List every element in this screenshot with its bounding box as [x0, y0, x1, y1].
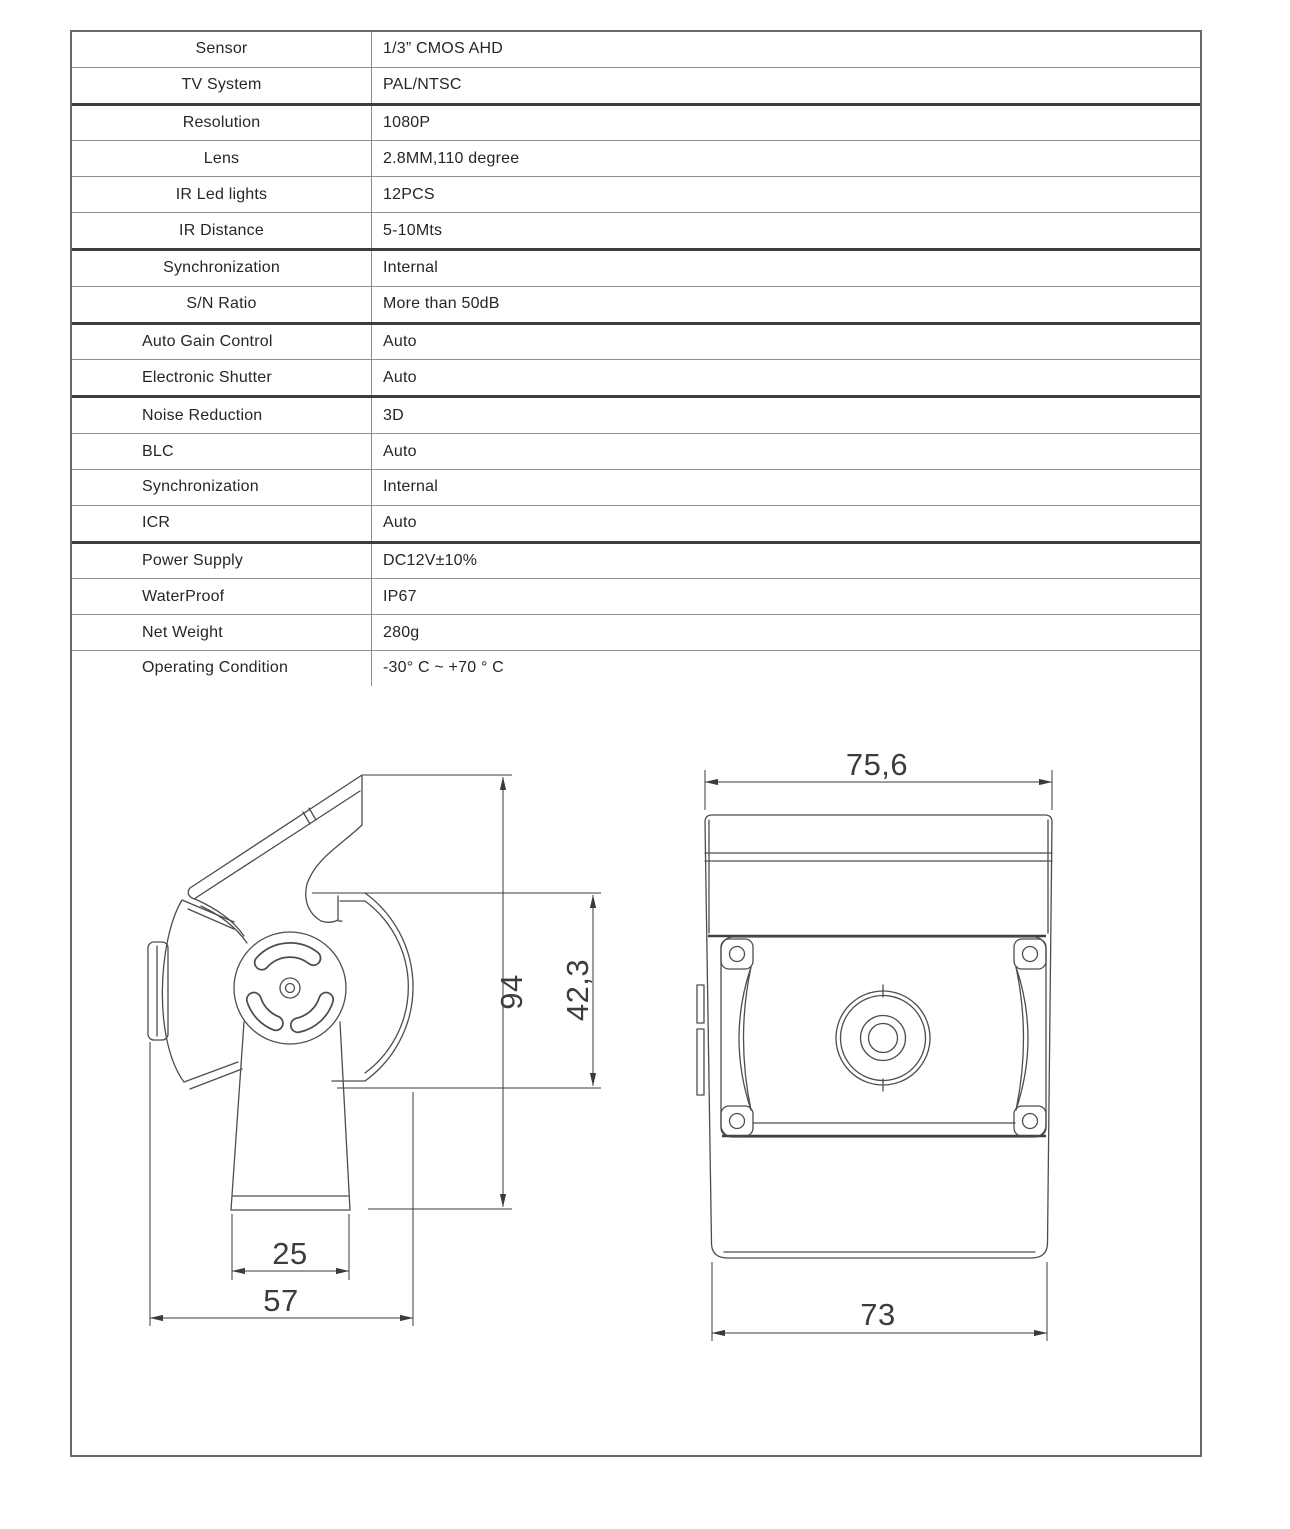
spec-label: Synchronization — [72, 470, 372, 505]
spec-sheet — [70, 30, 1202, 1457]
spec-row — [72, 469, 1200, 505]
spec-value: Auto — [383, 442, 417, 460]
spec-label: ICR — [72, 506, 372, 541]
spec-row — [72, 578, 1200, 614]
spec-label: IR Distance — [72, 213, 372, 248]
spec-label: IR Led lights — [72, 177, 372, 212]
spec-row — [72, 505, 1200, 541]
spec-label: Resolution — [72, 106, 372, 141]
spec-label: Power Supply — [72, 544, 372, 579]
technical-drawings — [72, 686, 1200, 1455]
spec-value: 2.8MM,110 degree — [383, 149, 520, 167]
spec-row — [72, 614, 1200, 650]
spec-value: Auto — [383, 333, 417, 351]
spec-label: Lens — [72, 141, 372, 176]
dim-side-body-height: 42,3 — [560, 958, 595, 1022]
spec-row — [72, 322, 1200, 360]
spec-value: PAL/NTSC — [383, 76, 462, 94]
spec-label: Electronic Shutter — [72, 360, 372, 395]
spec-row — [72, 433, 1200, 469]
camera-side-view — [148, 775, 601, 1326]
spec-label: Net Weight — [72, 615, 372, 650]
dim-front-top-width: 75,6 — [845, 747, 909, 782]
spec-value: IP67 — [383, 587, 417, 605]
spec-row — [72, 212, 1200, 248]
spec-row — [72, 32, 1200, 67]
spec-value: DC12V±10% — [383, 552, 478, 569]
spec-label: Auto Gain Control — [72, 325, 372, 360]
spec-row — [72, 67, 1200, 103]
screw-hole — [730, 947, 745, 962]
spec-row — [72, 395, 1200, 433]
spec-label: Operating Condition — [72, 651, 372, 686]
spec-label: Sensor — [72, 32, 372, 67]
spec-value: Internal — [383, 478, 438, 496]
camera-front-view — [697, 747, 1052, 1341]
spec-row — [72, 359, 1200, 395]
spec-row — [72, 176, 1200, 212]
dim-side-total-height: 94 — [494, 974, 529, 1010]
spec-value: 12PCS — [383, 185, 435, 203]
spec-table — [72, 32, 1200, 686]
spec-value: -30° C ~ +70 ° C — [383, 659, 504, 677]
screw-hole — [730, 1114, 745, 1129]
spec-value: Auto — [383, 368, 417, 386]
screw-hole — [1023, 1114, 1038, 1129]
dim-side-stem-width: 25 — [272, 1236, 308, 1271]
faceplate — [721, 937, 1046, 1137]
spec-label: Noise Reduction — [72, 398, 372, 433]
camera-body-outline — [705, 815, 1052, 1258]
spec-row — [72, 541, 1200, 579]
spec-value: Auto — [383, 514, 417, 532]
spec-row — [72, 650, 1200, 686]
spec-value: 5-10Mts — [383, 221, 443, 239]
spec-row — [72, 248, 1200, 286]
side-tab — [697, 985, 704, 1023]
spec-value: More than 50dB — [383, 295, 500, 313]
spec-row — [72, 286, 1200, 322]
spec-row — [72, 103, 1200, 141]
spec-label: WaterProof — [72, 579, 372, 614]
screw-hole — [1023, 947, 1038, 962]
dim-front-bottom-width: 73 — [860, 1297, 896, 1332]
spec-value: 280g — [383, 623, 420, 641]
side-tab — [697, 1029, 704, 1095]
dim-side-total-width: 57 — [263, 1283, 299, 1318]
spec-value: 3D — [383, 406, 404, 424]
spec-label: TV System — [72, 68, 372, 103]
spec-label: Synchronization — [72, 251, 372, 286]
spec-value: 1080P — [383, 114, 431, 132]
spec-row — [72, 140, 1200, 176]
camera-lens — [836, 991, 930, 1085]
spec-value: Internal — [383, 259, 438, 277]
spec-value: 1/3” CMOS AHD — [383, 40, 503, 58]
spec-label: BLC — [72, 434, 372, 469]
spec-label: S/N Ratio — [72, 287, 372, 322]
